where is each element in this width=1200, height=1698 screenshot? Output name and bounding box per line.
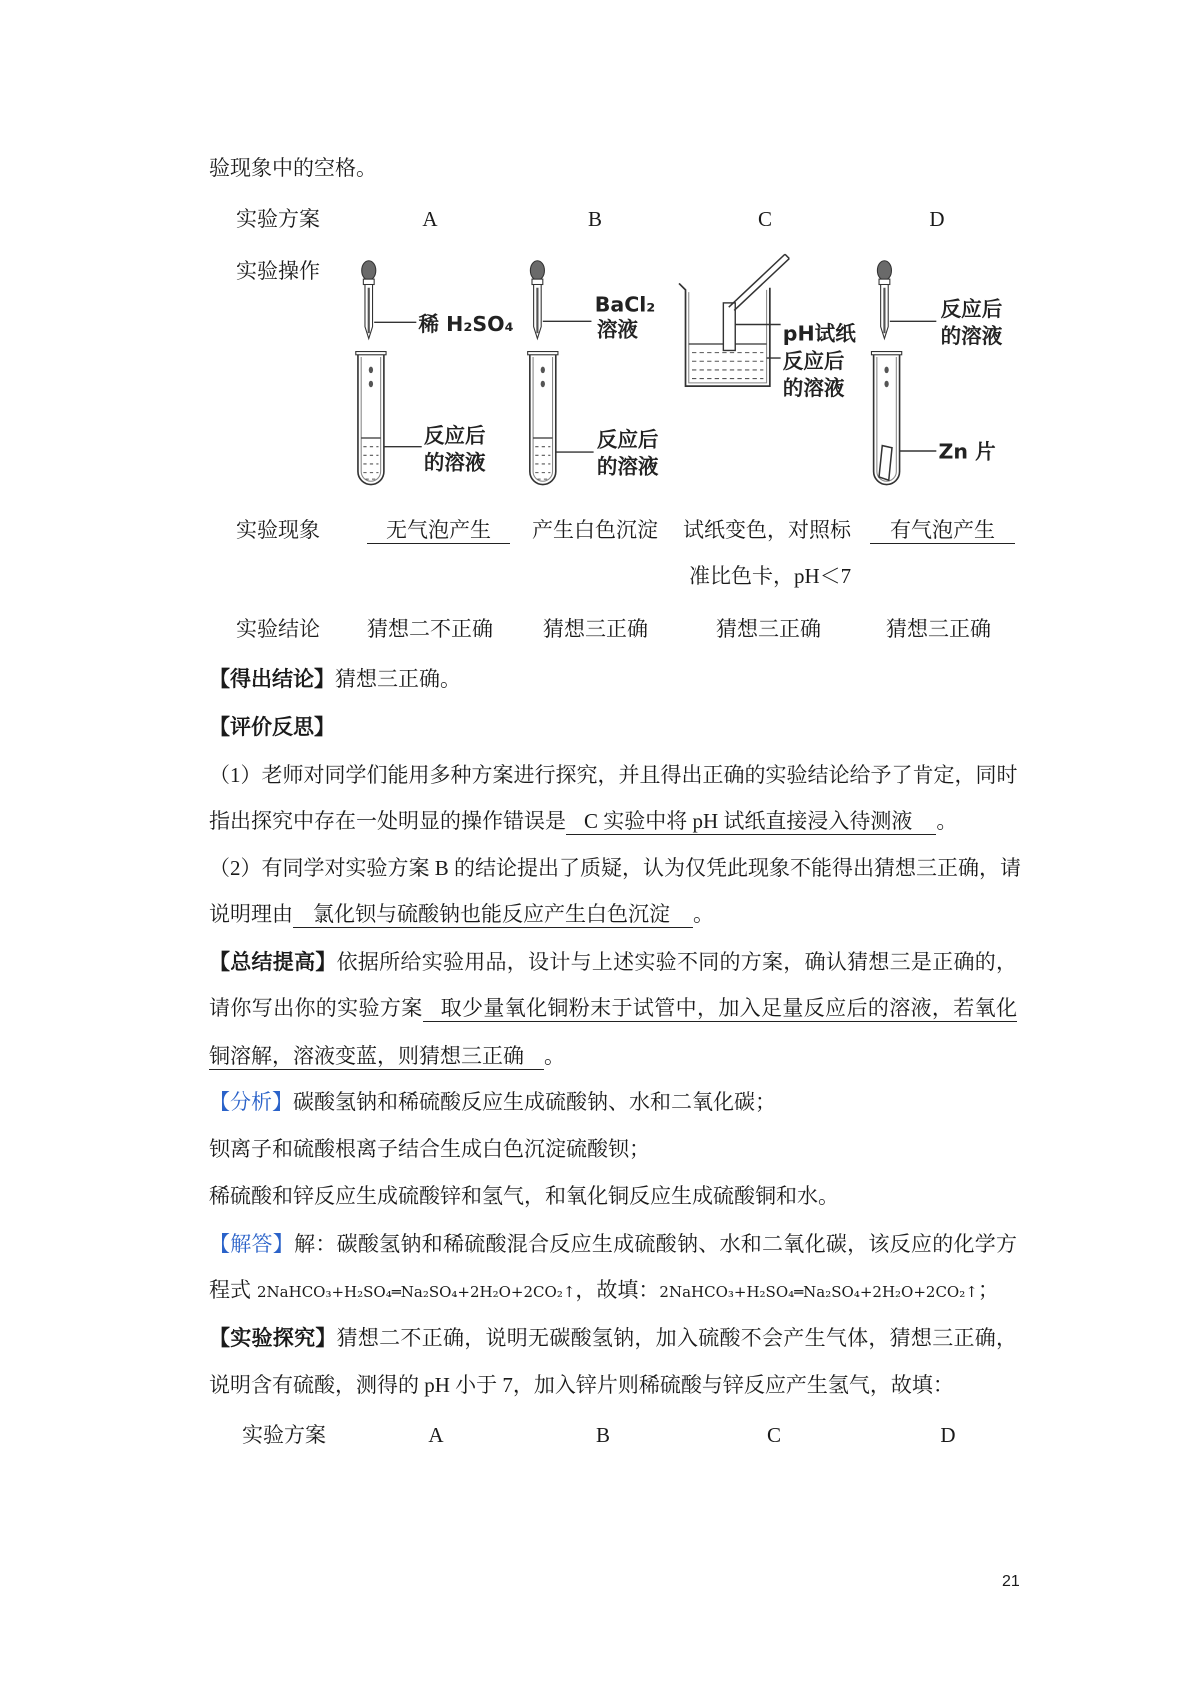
label-b-tube-2: 的溶液 <box>596 454 659 479</box>
phenomenon-c-line2: 准比色卡，pH＜7 <box>689 564 852 588</box>
tweezers-arm-2 <box>734 259 789 311</box>
test-tube-a-drop-1 <box>369 367 373 373</box>
phenomenon-b: 产生白色沉淀 <box>532 518 658 542</box>
ph-paper-c <box>723 254 789 350</box>
answer-suffix: ； <box>977 1278 999 1302</box>
tweezers-tip <box>785 254 789 258</box>
summary-answer-part1: 取少量氧化铜粉末于试管中，加入足量反应后的溶液，若氧化 <box>423 996 1017 1022</box>
label-b-dropper-2: 溶液 <box>596 317 638 342</box>
label-d-tube: Zn 片 <box>938 439 996 464</box>
label-a-dropper: 稀 H₂SO₄ <box>418 312 514 336</box>
reflection-heading <box>209 714 1017 740</box>
summary-line2 <box>209 995 1017 1021</box>
label-a-tube-1: 反应后 <box>423 423 486 448</box>
test-tube-b-liquid <box>535 447 550 479</box>
dropper-b-bulb <box>530 261 544 280</box>
exploration-line1 <box>209 1325 1017 1351</box>
phenomenon-a-cell <box>367 517 510 543</box>
test-tube-a-drop-2 <box>369 381 373 387</box>
conclusion-b: 猜想三正确 <box>543 617 648 641</box>
table2-col-d: D <box>940 1423 956 1447</box>
summary-prefix: 请你写出你的实验方案 <box>209 996 423 1020</box>
col-header-a: A <box>422 207 438 231</box>
row-phenomenon-label: 实验现象 <box>236 518 320 542</box>
apparatus-diagrams <box>346 251 1038 491</box>
phenomenon-a-answer: 无气泡产生 <box>367 518 510 544</box>
dropper-d-collar <box>879 279 890 284</box>
row-operation-label: 实验操作 <box>236 259 320 283</box>
row-scheme-label: 实验方案 <box>236 207 320 231</box>
analysis-text-1: 碳酸氢钠和稀硫酸反应生成硫酸钠、水和二氧化碳； <box>293 1090 776 1114</box>
test-tube-b-outer <box>530 355 556 485</box>
analysis-line3: 稀硫酸和锌反应生成硫酸锌和氢气，和氧化铜反应生成硫酸铜和水。 <box>209 1184 839 1208</box>
test-tube-d-drop-2 <box>884 381 888 387</box>
phenomenon-c-line1: 试纸变色，对照标 <box>683 518 851 542</box>
dropper-b <box>530 261 544 339</box>
answer-line2 <box>209 1277 1017 1303</box>
intro-line <box>209 155 1017 181</box>
test-tube-b <box>528 352 558 485</box>
q2-suffix: 。 <box>693 902 714 926</box>
test-tube-b-rim <box>528 352 558 355</box>
table2-label: 实验方案 <box>242 1423 326 1447</box>
table2-col-c: C <box>766 1423 781 1447</box>
row-conclusion-label: 实验结论 <box>236 617 320 641</box>
beaker-c-liquid <box>692 353 763 379</box>
q1-prefix: 指出探究中存在一处明显的操作错误是 <box>209 809 566 833</box>
reflection-q2-line1: （2）有同学对实验方案 B 的结论提出了质疑，认为仅凭此现象不能得出猜想三正确，请 <box>209 856 1022 880</box>
q1-answer: C 实验中将 pH 试纸直接浸入待测液 <box>566 809 936 835</box>
label-c-liquid-1: 反应后 <box>782 348 845 373</box>
test-tube-d <box>871 352 901 485</box>
table2-col-a: A <box>428 1423 444 1447</box>
answer-tag: 【解答】 <box>209 1232 295 1256</box>
col-header-c: C <box>757 207 772 231</box>
test-tube-d-drop-1 <box>884 367 888 373</box>
ph-paper-strip <box>723 303 735 351</box>
summary-tag: 【总结提高】 <box>209 950 337 974</box>
test-tube-a-rim <box>356 352 386 355</box>
test-tube-b-inner <box>533 357 552 481</box>
test-tube-a-liquid <box>363 447 378 479</box>
conclusion-line <box>209 666 1017 692</box>
q2-answer: 氯化钡与硫酸钠也能反应产生白色沉淀 <box>293 902 693 928</box>
exploration-text-1: 猜想二不正确，说明无碳酸氢钠，加入硫酸不会产生气体，猜想三正确， <box>336 1326 1018 1350</box>
label-d-dropper-1: 反应后 <box>940 296 1003 321</box>
summary-suffix: 。 <box>544 1044 565 1068</box>
chemical-equation-repeat: 2NaHCO₃+H₂SO₄═Na₂SO₄+2H₂O+2CO₂↑ <box>659 1283 978 1301</box>
reflection-q2-line2 <box>209 901 1017 927</box>
answer-text-1: 解：碳酸氢钠和稀硫酸混合反应生成硫酸钠、水和二氧化碳，该反应的化学方 <box>294 1232 1018 1256</box>
test-tube-d-rim <box>871 352 901 355</box>
summary-answer-part2: 铜溶解，溶液变蓝，则猜想三正确 <box>209 1044 544 1070</box>
dropper-d <box>877 261 891 339</box>
label-d-dropper-2: 的溶液 <box>940 323 1003 348</box>
label-c-liquid-2: 的溶液 <box>782 375 845 400</box>
label-b-dropper-1: BaCl₂ <box>594 292 656 317</box>
reflection-q1-line1: （1）老师对同学们能用多种方案进行探究，并且得出正确的实验结论给予了肯定，同时 <box>209 763 1018 787</box>
test-tube-a-outer <box>358 355 384 485</box>
exploration-line2: 说明含有硫酸，测得的 pH 小于 7，加入锌片则稀硫酸与锌反应产生氢气，故填： <box>209 1373 954 1397</box>
q1-suffix: 。 <box>936 809 958 833</box>
conclusion-text: 猜想三正确。 <box>335 667 461 691</box>
phenomenon-d-cell <box>870 517 1015 543</box>
summary-line3 <box>209 1043 1017 1069</box>
dropper-d-bulb <box>877 261 891 280</box>
tweezers-arm-1 <box>729 254 785 307</box>
dropper-a <box>362 261 376 339</box>
test-tube-a-inner <box>361 357 380 481</box>
dropper-a-bulb <box>362 261 376 280</box>
conclusion-tag: 【得出结论】 <box>209 667 335 691</box>
dropper-a-collar <box>363 279 374 284</box>
analysis-line1 <box>209 1089 1017 1115</box>
analysis-tag: 【分析】 <box>209 1090 293 1114</box>
table2-col-b: B <box>595 1423 610 1447</box>
label-c-paper: pH试纸 <box>782 321 856 346</box>
test-tube-b-drop-1 <box>541 367 545 373</box>
conclusion-a: 猜想二不正确 <box>367 617 493 641</box>
summary-text: 依据所给实验用品，设计与上述实验不同的方案，确认猜想三是正确的， <box>336 950 1018 974</box>
q2-prefix: 说明理由 <box>209 902 293 926</box>
answer-mid: ，故填： <box>575 1278 660 1302</box>
summary-line1 <box>209 949 1017 975</box>
page-number: 21 <box>1002 1573 1020 1590</box>
col-header-b: B <box>587 207 602 231</box>
analysis-line2: 钡离子和硫酸根离子结合生成白色沉淀硫酸钡； <box>209 1137 650 1161</box>
conclusion-d: 猜想三正确 <box>886 617 991 641</box>
dropper-b-collar <box>532 279 543 284</box>
answer-prefix: 程式 <box>209 1278 251 1302</box>
col-header-d: D <box>929 207 945 231</box>
reflection-tag: 【评价反思】 <box>209 715 335 739</box>
test-tube-a <box>356 352 386 485</box>
exploration-tag: 【实验探究】 <box>209 1326 337 1350</box>
chemical-equation: 2NaHCO₃+H₂SO₄═Na₂SO₄+2H₂O+2CO₂↑ <box>257 1283 576 1301</box>
answer-line1 <box>209 1231 1017 1257</box>
label-a-tube-2: 的溶液 <box>423 450 486 475</box>
intro-text: 验现象中的空格。 <box>209 156 377 180</box>
conclusion-c: 猜想三正确 <box>716 617 821 641</box>
test-tube-b-drop-2 <box>541 381 545 387</box>
label-b-tube-1: 反应后 <box>596 427 659 452</box>
zinc-strip <box>879 446 892 481</box>
reflection-q1-line2 <box>209 808 1017 834</box>
phenomenon-d-answer: 有气泡产生 <box>870 518 1015 544</box>
